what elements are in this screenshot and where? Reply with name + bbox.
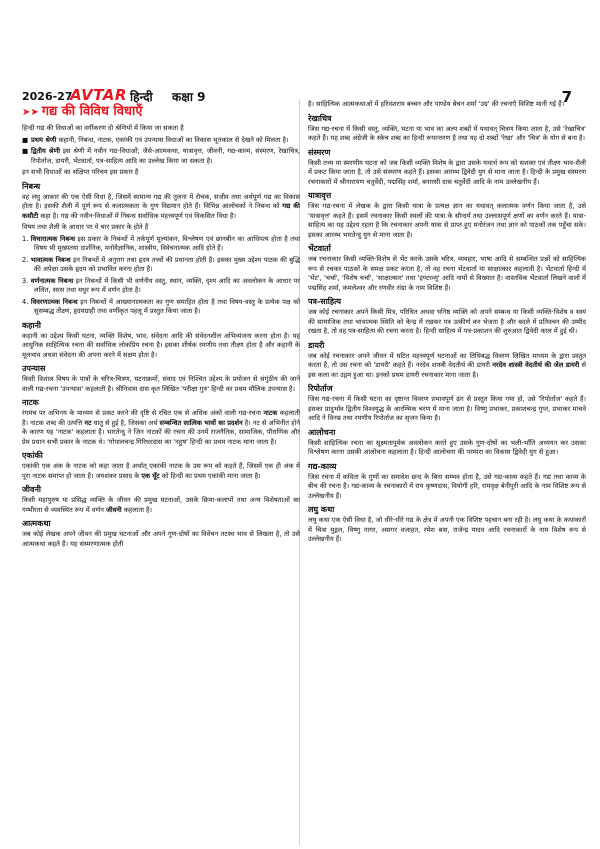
paragraph: जब कोई रचनाकार अपने जीवन में घटित महत्त्वपूर्ण घटनाओं का तिथिबद्ध विवरण लिखित माध्यम के द्वारा प्रस्तुत करता है, तो उस रचना को 'डायरी' कहते हैं। नरदेव शास्त्री वेदतीर्थ की डायरी नरदेव शास्त्री वेदतीर्थ की जेल डायरी से इस कला का उद्गम हुआ था। इनको प्रथम डायरी रचनाकार माना जाता है। bbox=[308, 351, 586, 379]
paragraph: लघु कथा एक ऐसी विधा है, जो धीरे-धीरे गद्य के क्षेत्र में अपनी एक विशिष्ट पहचान बना रही है। लघु कथा के कथाकारों में चित्रा मुद्गल, विष्णु नागर, असगर वजाहत, रमेश बत्रा, राजेन्द्र यादव आदि रचनाकारों के नाम विशेष रूप से उल्लेखनीय हैं। bbox=[308, 516, 586, 543]
section-title: ➤➤ गद्य की विविध विधाएँ bbox=[22, 104, 143, 119]
paragraph: जिस गद्य-रचना में किसी घटना का दृष्टान्त विवरण प्रभावपूर्ण ढंग से प्रस्तुत किया गया हो, उसे 'रिपोर्ताज' कहते हैं। इसका प्रादुर्भाव द्वितीय विश्वयुद्ध के आरम्भिक चरण में माना जाता है। विष्णु प्रभाकर, प्रकाशचन्द्र गुप्त, प्रभाकर माचवे आदि ने विनम्र तथा रमणीय रिपोर्ताज का सृजन किया है। bbox=[308, 395, 586, 422]
heading-sansmaran: संस्मरण bbox=[308, 147, 331, 157]
paragraph: जिस गद्य-रचना में लेखक के द्वारा किसी यात्रा के प्रत्यक्ष ज्ञान का यथावत् कलात्मक वर्णन किया जाता है, उसे 'यात्रावृत्त' कहते हैं। इसमें रचनाकार किसी स्थलों की यात्रा के सौन्दर्य तथा उल्लासपूर्ण क्षणों का वर्णन करते हैं। यात्रा-साहित्य का यह उद्देश्य रहता है कि रचनाकार अपनी यात्रा से प्राप्त हुए मनोरंजन तथा ज्ञान को पाठकों तक पहुँचा सके। इसका आरम्भ भारतेन्दु युग से माना जाता है। bbox=[308, 202, 586, 239]
session-year: 2026-27 bbox=[22, 90, 73, 103]
heading-yatravritt: यात्रावृत्त bbox=[308, 191, 332, 200]
paragraph: जिस रचना में कविता के गुणों का समावेश छन्द के बिना सम्भव होता है, उसे गद्य-काव्य कहते हैं। गद्य तथा काव्य के बीच की रचना है। गद्य-काव्य के रचनाकारों में राय कृष्णदास, वियोगी हरि, रामवृक्ष बेनीपुरी आदि के नाम विशिष्ट रूप से उल्लेखनीय हैं। bbox=[308, 472, 586, 500]
heading-aatmakatha: आत्मकथा bbox=[22, 519, 51, 528]
list-item: 2. भावात्मक निबन्ध इन निबन्धों में अनुराग तथा हृदय तत्त्वों की प्रधानता होती है। इसका मुख्य उद्देश्य पाठक की बुद्धि की अपेक्षा उसके हृदय को प्रभावित करना होता है। bbox=[22, 255, 300, 273]
heading-natak: नाटक bbox=[22, 398, 39, 407]
heading-reportaj: रिपोर्ताज bbox=[308, 384, 333, 393]
paragraph: जब कोई रचनाकार अपने किसी मित्र, परिचित अथवा घनिष्ठ व्यक्ति को अपने सम्बन्ध या किसी व्यक्ति-विशेष व स्वयं की सामाजिक तथा भावात्मक स्थिति को केन्द्र में रखकर पत्र उत्कीर्ण कर भेजता है और बदले में प्रतिवचन की उम्मीद रखता है, तो वह पत्र-साहित्य की रचना करता है। हिन्दी साहित्य में पत्र-प्रकाशन की शुरुआत द्विवेदी काल में हुई थी। bbox=[308, 308, 586, 335]
paragraph: किसी तथ्य या स्मरणीय घटना को जब किसी व्यक्ति विशेष के द्वारा उसके यथार्थ रूप को सशक्त एवं तीक्ष्ण भाव-शैली में प्रकट किया जाता है, तो उसे संस्मरण कहते हैं। इसका आरम्भ द्विवेदी युग से माना जाता है। हिन्दी के प्रमुख संस्मरण रचनाकारों में श्रीनारायण चतुर्वेदी, पद्मसिंह शर्मा, बनारसी दास चतुर्वेदी आदि के नाम उल्लेखनीय हैं। bbox=[308, 158, 586, 186]
list-item: ■ प्रथम श्रेणी कहानी, निबन्ध, नाटक, एकांकी एवं उपन्यास विधाओं का विकास भूतकाल से देखने को मिलता है। bbox=[22, 135, 289, 144]
list-item: ■ द्वितीय श्रेणी इस श्रेणी में नवीन गद्य-विधाओं; जैसे-आत्मकथा, यात्रावृत्त, जीवनी, गद्य-काव्य, संस्मरण, रेखाचित्र, रिपोर्ताज, डायरी, भेंटवार्ता, पत्र-साहित्य आदि का उल्लेख किया जा सकता है। bbox=[22, 147, 300, 165]
left-column bbox=[22, 100, 300, 845]
paragraph: किसी विशाल विषय के पात्रों के चरित्र-चित्रण, घटनाक्रमों, संवाद एवं निश्चित उद्देश्य के प्रयोजन से संगुंठीय की जाने वाली गद्य-रचना 'उपन्यास' कहलाती है। श्रीनिवास दास कृत लिखित 'परीक्षा गुरु' हिन्दी का प्रथम मौलिक उपन्यास है। bbox=[22, 375, 300, 393]
page-number: 7 bbox=[561, 88, 572, 106]
class-label: कक्षा 9 bbox=[172, 90, 206, 104]
paragraph: किसी महापुरुष या प्रसिद्ध व्यक्ति के जीवन की प्रमुख घटनाओं, उसके क्रिया-कलापों तथा अन्य विशेषताओं का गम्भीरता से व्यवस्थित रूप में वर्णन जीवनी कहलाता है। bbox=[22, 496, 300, 514]
paragraph: जब रचनाकार किसी व्यक्ति-विशेष से भेंट करके उसके चरित्र, व्यवहार, भाषा आदि से सम्बन्धित प्रश्नों को साहित्यिक रूप से रचकर पाठकों के समक्ष प्रकट करता है, तो वह रचना भेंटवार्ता या साक्षात्कार कहलाती है। भेंटवार्ता हिन्दी में 'भेंट', 'चर्चा', 'विशेष चर्चा', 'साक्षात्कार' तथा 'इण्टरव्यू' आदि नामों से विख्यात है। वास्तविक भेंटवार्ता लिखने वालों में पद्मसिंह शर्मा, कमलेश्वर और रणवीर रांग्रा के नाम विशिष्ट हैं। bbox=[308, 255, 586, 292]
summary-text: इन सभी विधाओं का संक्षिप्त परिचय इस प्रकार है bbox=[22, 168, 139, 176]
intro-text: हिन्दी गद्य की विधाओं का वर्गीकरण दो श्रेणियों में किया जा सकता है bbox=[22, 124, 184, 132]
subject-label: हिन्दी bbox=[130, 90, 153, 104]
right-column bbox=[308, 100, 586, 845]
paragraph: है। साहित्यिक आत्मकथाओं में हरिवंशराय बच्चन और पाण्डेय बेचन शर्मा 'उग्र' की रचनाएँ विशिष्ट मानी गई हैं। bbox=[308, 100, 565, 108]
paragraph: कहानी का उद्देश्य किसी घटना, व्यक्ति विशेष, भाव, संवेदना आदि की संवेदनशील अभिव्यंजना करना होता है। यह आधुनिक साहित्यिक रचना की सर्वाधिक लोकप्रिय रचना है। इसका शीर्षक रमणीय तथा तीक्ष्ण होता है और कहानी के मूलभाव अथवा संवेदना की अपना करने में सक्षम होता है। bbox=[22, 331, 300, 359]
paragraph: वह लघु आकार की एक ऐसी विधा है, जिसमें सामान्य गद्य की तुलना में रोचक, सजीव तथा अर्थपूर्ण गद्य का विकास होता है। इसकी शैली में पूर्ण रूप से कलात्मकता के गुण विद्यमान होते हैं। विभिन्न आलोचकों ने निबन्ध को गद्य की कसौटी कहा है। गद्य की नवीन-विधाओं में निबन्ध सर्वाधिक महत्त्वपूर्ण एवं विकसित विधा है। bbox=[22, 192, 300, 220]
heading-gadyakavya: गद्य-काव्य bbox=[308, 461, 337, 471]
list-item: 3. वर्णनात्मक निबन्ध इन निबन्धों में किसी भी वर्णनीय वस्तु, स्थान, व्यक्ति, दृश्य आदि का अवलोकन के आधार पर ललित, सरस तथा मधुर रूप में वर्णन होता है। bbox=[22, 276, 300, 294]
paragraph: जिस गद्य-रचना में किसी वस्तु, व्यक्ति, घटना या भाव का अल्प शब्दों में यथावत् चित्रण किया जाता है, उसे 'रेखाचित्र' कहते हैं। यह शब्द अंग्रेजी के स्केच शब्द का हिन्दी रूपान्तरण है तथा यह दो शब्दों 'रेखा' और 'चित्र' के योग से बना है। bbox=[308, 124, 586, 142]
paragraph: एकांकी एक अंक के नाटक को कहा जाता है अर्थात् एकांकी नाटक के उस रूप को कहते हैं, जिसमें एक ही अंक में पूरा नाटक समाप्त हो जाता है। जयशंकर प्रसाद के एक घूँट को हिन्दी का प्रथम एकांकी माना जाता है। bbox=[22, 462, 300, 480]
brand-logo: AVTAR bbox=[70, 86, 127, 104]
heading-patra-sahitya: पत्र-साहित्य bbox=[308, 297, 342, 306]
heading-laghukatha: लघु कथा bbox=[308, 505, 335, 514]
heading-nibandh: निबन्ध bbox=[22, 181, 41, 191]
heading-upanyas: उपन्यास bbox=[22, 364, 46, 373]
heading-jeevani: जीवनी bbox=[22, 485, 41, 494]
bullet-icon: ■ bbox=[22, 147, 29, 155]
paragraph: विषय तथा शैली के आधार पर ये चार प्रकार के होते हैं bbox=[22, 223, 149, 231]
list-item: 4. विवरणात्मक निबन्ध इन निबन्धों में आख्यानात्मकता का गुण समाहित होता है तथा विषय-वस्तु के प्रत्येक पक्ष को सुसम्बद्ध तीक्ष्ण, हृदयग्राही तथा वर्णीकृत पहलू में प्रस्तुत किया जाता है। bbox=[22, 297, 300, 315]
heading-kahani: कहानी bbox=[22, 320, 41, 330]
paragraph: रंगमंच पर अभिनय के माध्यम से प्रकट करने की दृष्टि से रचित एक से अधिक अंकों वाली गद्य-रचना नाटक कहलाती है। नाटक शब्द की उत्पत्ति नट धातु से हुई है, जिसका अर्थ सम्बन्धित सात्विक भावों का प्रदर्शन है। नट से अभिनीत होने के कारण यह 'नाटक' कहलाता है। भारतेन्दु ने जिन नाटकों की रचना की उनमें राजनैतिक, सामाजिक, पौराणिक और प्रेम प्रधान सभी प्रकार के नाटक थे। 'गोपालचन्द्र गिरिधरदास का 'नहुष' हिन्दी का प्रथम नाटक माना जाता है। bbox=[22, 409, 300, 446]
heading-rekhachitra: रेखाचित्र bbox=[308, 113, 332, 123]
heading-bhentvarta: भेंटवार्ता bbox=[308, 244, 331, 253]
bullet-icon: ■ bbox=[22, 135, 29, 144]
heading-diary: डायरी bbox=[308, 340, 325, 350]
paragraph: जब कोई लेखक अपने जीवन की प्रमुख घटनाओं और अपने गुण-दोषों का विवेचन तटस्थ भाव से लिखता है, तो उसे आत्मकथा कहते हैं। यह संस्मरणात्मक होती bbox=[22, 530, 300, 548]
heading-ekanki: एकांकी bbox=[22, 451, 43, 460]
list-item: 1. विचारात्मक निबन्ध इस प्रकार के निबन्धों में तर्कपूर्ण मूल्यांकन, विश्लेषण एवं छानबीन का आधिपत्य होता है तथा विषय भी मुख्यतया दार्शनिक, मनोवैज्ञानिक, शास्त्रीय, विवेचनात्मक आदि होते हैं। bbox=[22, 234, 300, 252]
heading-alochana: आलोचना bbox=[308, 427, 336, 437]
paragraph: किसी साहित्यिक रचना का सूक्ष्मतापूर्वक अवलोकन करते हुए उसके गुण-दोषों का भली-भाँति अध्ययन कर उसका विश्लेषण करना उसकी आलोचना कहलाता है। हिन्दी आलोचना की परम्परा का विकास द्विवेदी युग से हुआ। bbox=[308, 438, 586, 456]
double-arrow-icon: ➤➤ bbox=[22, 107, 39, 118]
